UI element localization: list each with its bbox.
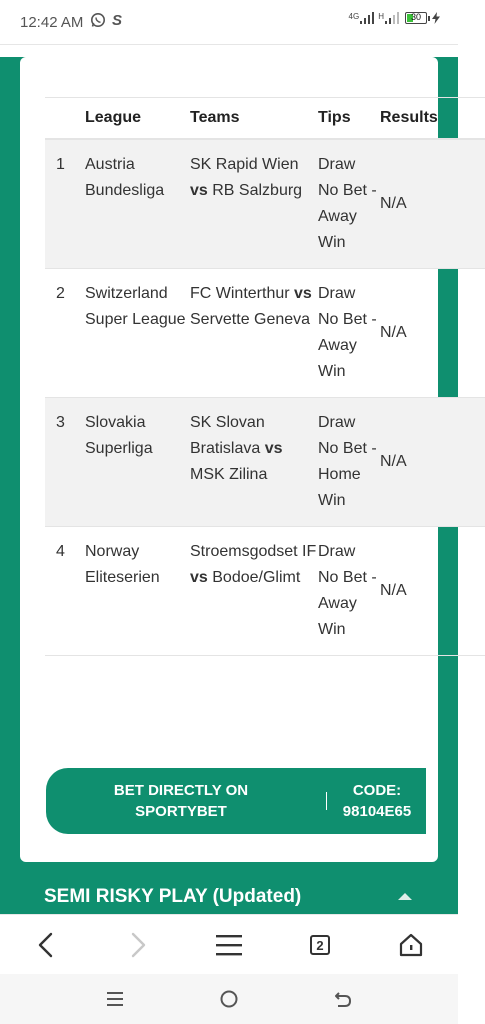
home-icon[interactable] bbox=[393, 927, 429, 963]
header-teams: Teams bbox=[190, 109, 240, 126]
bet-label-line2: SPORTYBET bbox=[135, 803, 227, 820]
row-league: Slovakia Superliga bbox=[85, 398, 190, 527]
recents-icon[interactable] bbox=[100, 985, 130, 1013]
forward-icon[interactable] bbox=[120, 927, 156, 963]
browser-nav-bar bbox=[0, 914, 458, 975]
row-teams bbox=[190, 398, 318, 527]
network-4g-label: 4G bbox=[348, 12, 360, 21]
table-row bbox=[45, 398, 485, 527]
top-divider bbox=[0, 45, 458, 57]
tab-count: 2 bbox=[310, 935, 330, 955]
team-away: RB Salzburg bbox=[212, 182, 303, 199]
team-away: MSK Zilina bbox=[190, 466, 268, 483]
tabs-icon[interactable] bbox=[302, 927, 338, 963]
header-results: Results bbox=[380, 109, 438, 126]
row-tip: Draw No Bet - Home Win bbox=[318, 398, 380, 527]
table-row bbox=[45, 527, 485, 656]
row-teams bbox=[190, 269, 318, 398]
bet-code bbox=[328, 780, 426, 822]
row-league: Austria Bundesliga bbox=[85, 139, 190, 269]
vs-label: vs bbox=[190, 182, 208, 199]
battery-icon bbox=[405, 12, 440, 24]
row-result: N/A bbox=[380, 269, 485, 398]
bet-label-line1: BET DIRECTLY ON bbox=[113, 782, 249, 799]
row-teams bbox=[190, 139, 318, 269]
system-home-icon[interactable] bbox=[214, 985, 244, 1013]
team-away: Servette Geneva bbox=[190, 311, 311, 328]
team-home: SK Slovan Bratislava bbox=[190, 414, 265, 457]
header-league: League bbox=[85, 109, 142, 126]
row-result: N/A bbox=[380, 527, 485, 656]
system-back-icon[interactable] bbox=[328, 985, 358, 1013]
bet-sportybet-button[interactable] bbox=[46, 768, 426, 834]
bet-separator bbox=[326, 792, 327, 810]
status-right-group bbox=[349, 12, 440, 24]
table-row bbox=[45, 269, 485, 398]
signal-icon bbox=[349, 12, 399, 24]
team-away: Bodoe/Glimt bbox=[212, 569, 301, 586]
table-row bbox=[45, 139, 485, 269]
status-bar bbox=[0, 0, 458, 45]
row-league: Switzerland Super League bbox=[85, 269, 190, 398]
row-league: Norway Eliteserien bbox=[85, 527, 190, 656]
row-teams bbox=[190, 527, 318, 656]
tips-table bbox=[45, 97, 485, 656]
bet-code-value: 98104E65 bbox=[342, 803, 412, 820]
tips-card bbox=[20, 57, 438, 862]
row-number: 4 bbox=[45, 527, 85, 656]
collapse-caret-icon[interactable] bbox=[398, 893, 412, 900]
back-icon[interactable] bbox=[28, 927, 64, 963]
vs-label: vs bbox=[264, 440, 283, 457]
whatsapp-icon bbox=[90, 12, 106, 33]
header-tips: Tips bbox=[318, 109, 351, 126]
row-tip: Draw No Bet - Away Win bbox=[318, 527, 380, 656]
row-tip: Draw No Bet - Away Win bbox=[318, 139, 380, 269]
menu-icon[interactable] bbox=[211, 927, 247, 963]
system-nav-bar bbox=[0, 974, 458, 1024]
table-header-row bbox=[45, 98, 485, 140]
row-number: 1 bbox=[45, 139, 85, 269]
row-number: 3 bbox=[45, 398, 85, 527]
sportybet-s-icon: S bbox=[112, 12, 123, 29]
battery-level: 30 bbox=[410, 12, 421, 22]
section-title-semi-risky[interactable]: SEMI RISKY PLAY (Updated) bbox=[44, 886, 302, 907]
team-home: Stroemsgodset IF bbox=[190, 543, 317, 560]
row-result: N/A bbox=[380, 139, 485, 269]
tips-table-scroll[interactable] bbox=[45, 97, 438, 656]
team-home: SK Rapid Wien bbox=[190, 156, 299, 173]
network-h-label: H bbox=[378, 12, 384, 21]
status-time: 12:42 AM bbox=[20, 14, 84, 31]
team-home: FC Winterthur bbox=[190, 285, 290, 302]
row-result: N/A bbox=[380, 398, 485, 527]
vs-label: vs bbox=[294, 285, 312, 302]
vs-label: vs bbox=[190, 569, 208, 586]
row-number: 2 bbox=[45, 269, 85, 398]
header-num bbox=[45, 98, 85, 140]
bet-code-label: CODE: bbox=[352, 782, 402, 799]
bet-label bbox=[46, 780, 316, 822]
row-tip: Draw No Bet - Away Win bbox=[318, 269, 380, 398]
